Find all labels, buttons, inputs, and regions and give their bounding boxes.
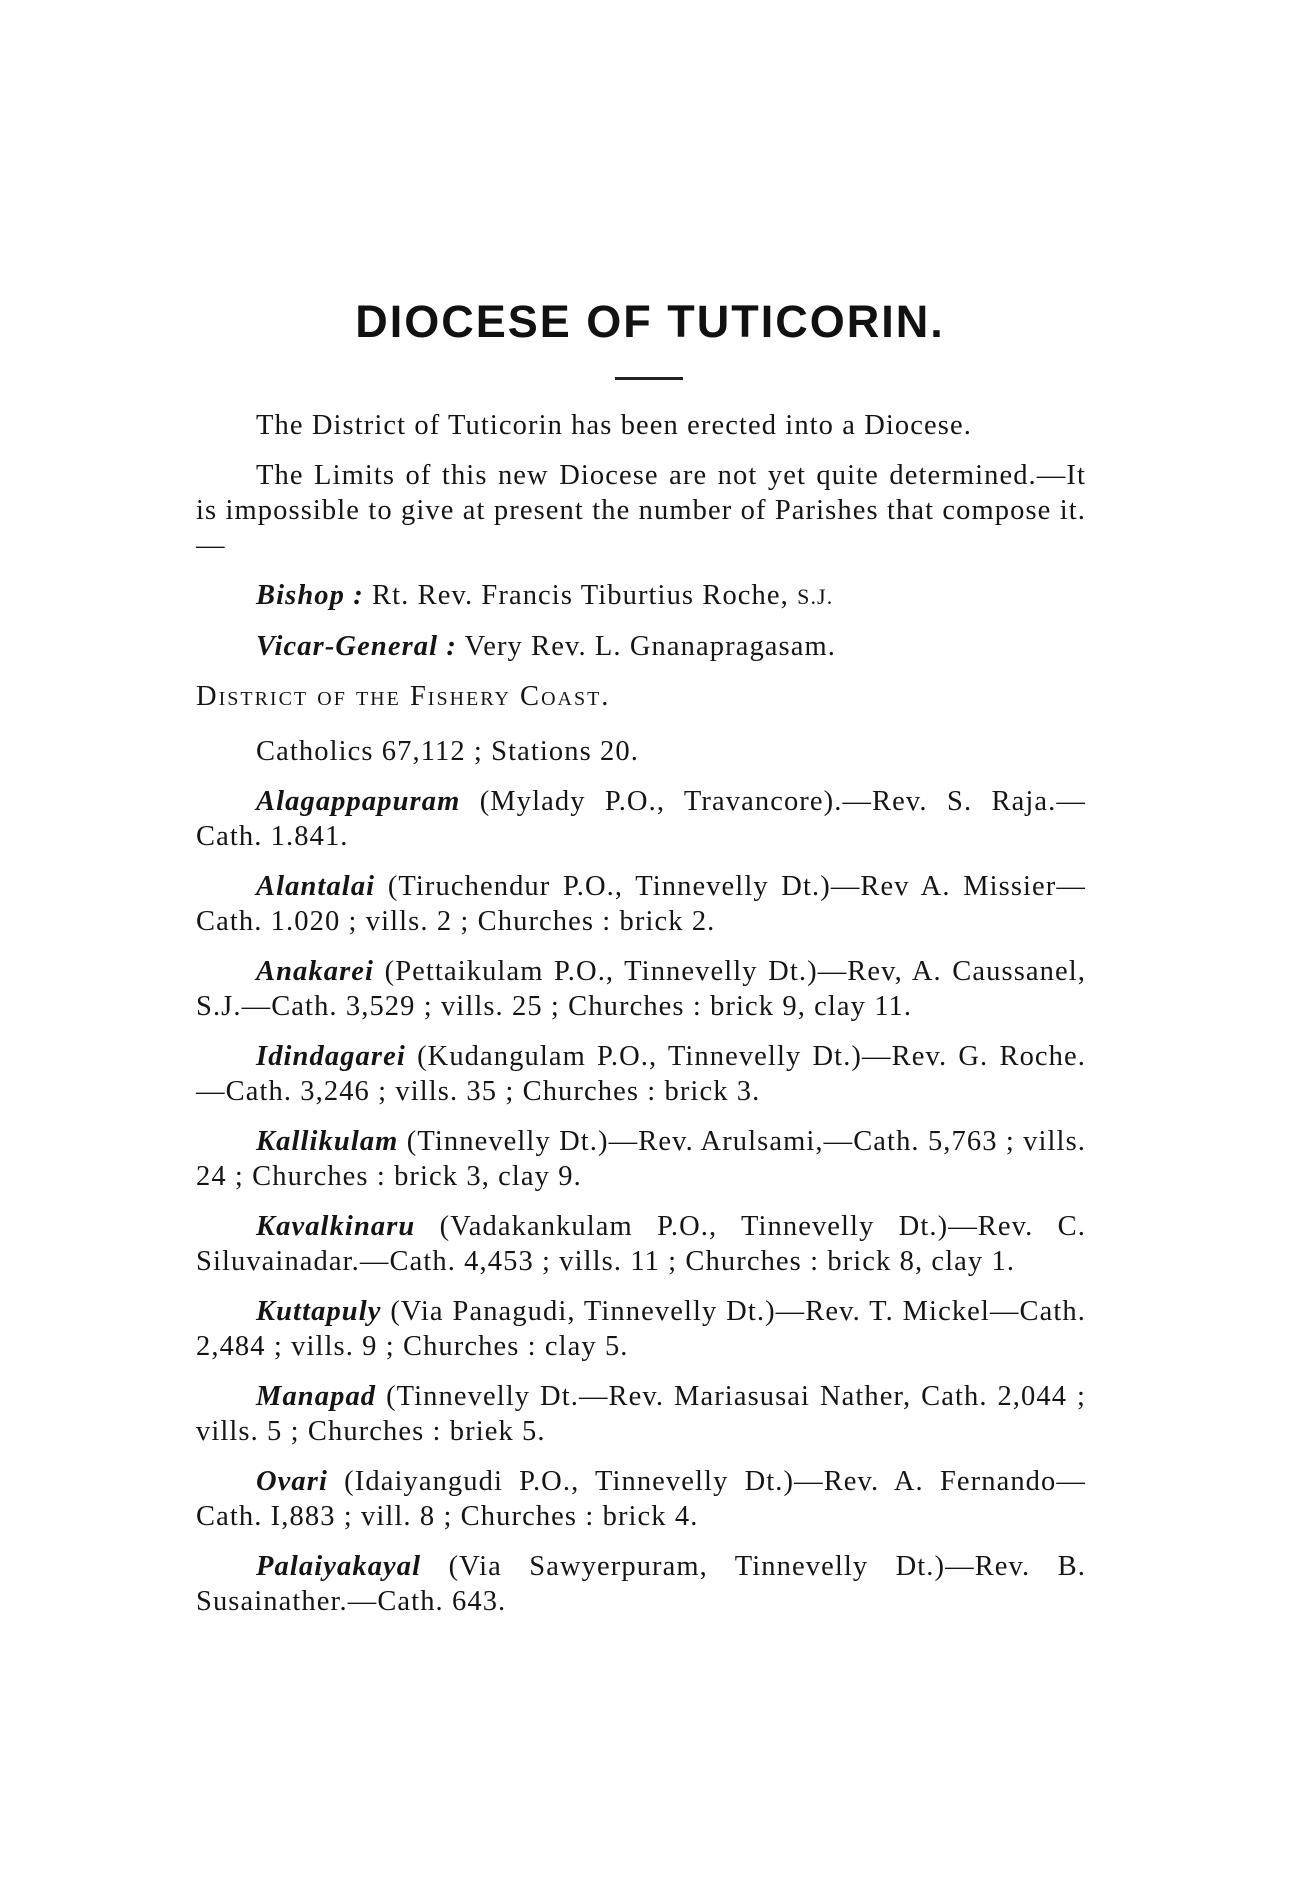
parish-entry: [196, 1379, 1086, 1449]
parish-name: Palaiyakayal: [256, 1551, 422, 1582]
parish-details: (Pettaikulam P.O., Tinnevelly Dt.)—Rev, A. Caussanel, S.J.—Cath. 3,529 ; vills. 25 ; Churches : brick 9, clay 11.: [196, 956, 1086, 1022]
parish-name: Manapad: [256, 1381, 377, 1412]
bishop-line: [196, 578, 1086, 614]
parish-details: (Idaiyangudi P.O., Tinnevelly Dt.)—Rev. A. Fernando—Cath. I,883 ; vill. 8 ; Churches : brick 4.: [196, 1466, 1086, 1532]
parish-details: (Kudangulam P.O., Tinnevelly Dt.)—Rev. G. Roche.—Cath. 3,246 ; vills. 35 ; Churches : brick 3.: [196, 1041, 1086, 1107]
parish-details: (Mylady P.O., Travancore).—Rev. S. Raja.—Cath. 1.841.: [196, 786, 1086, 852]
page-body: [196, 408, 1086, 1634]
parish-name: Kavalkinaru: [256, 1211, 416, 1242]
parish-entry: [196, 784, 1086, 854]
parish-entry: [196, 1464, 1086, 1534]
parish-name: Kuttapuly: [256, 1296, 382, 1327]
page-title: DIOCESE OF TUTICORIN.: [355, 296, 945, 347]
parish-name: Idindagarei: [256, 1041, 406, 1072]
parish-entry: [196, 1294, 1086, 1364]
bishop-name: Rt. Rev. Francis Tiburtius Roche,: [372, 580, 789, 611]
parish-name: Kallikulam: [256, 1126, 399, 1157]
parish-details: (Tinnevelly Dt.—Rev. Mariasusai Nather, Cath. 2,044 ; vills. 5 ; Churches : briek 5.: [196, 1381, 1086, 1447]
intro-paragraph-1: The District of Tuticorin has been erected into a Diocese.: [256, 410, 972, 441]
parish-entry: [196, 1039, 1086, 1109]
parish-details: (Via Panagudi, Tinnevelly Dt.)—Rev. T. Mickel—Cath. 2,484 ; vills. 9 ; Churches : clay 5.: [196, 1296, 1086, 1362]
vicar-general-name: Very Rev. L. Gnanapragasam.: [464, 631, 836, 662]
parish-entry: [196, 1549, 1086, 1619]
parish-entry: [196, 954, 1086, 1024]
parish-name: Anakarei: [256, 956, 375, 987]
vicar-general-role: Vicar-General :: [256, 631, 457, 662]
parish-name: Alagappapuram: [256, 786, 461, 817]
district-summary: Catholics 67,112 ; Stations 20.: [256, 736, 639, 767]
parish-name: Ovari: [256, 1466, 328, 1497]
parish-entry: [196, 1209, 1086, 1279]
parish-entry: [196, 869, 1086, 939]
parish-entry: [196, 1124, 1086, 1194]
parish-details: (Tinnevelly Dt.)—Rev. Arulsami,—Cath. 5,763 ; vills. 24 ; Churches : brick 3, clay 9.: [196, 1126, 1086, 1192]
vicar-general-line: [196, 629, 1086, 664]
parish-details: (Vadakankulam P.O., Tinnevelly Dt.)—Rev. C. Siluvainadar.—Cath. 4,453 ; vills. 11 ; Churches : brick 8, clay 1.: [196, 1211, 1086, 1277]
parish-details: (Tiruchendur P.O., Tinnevelly Dt.)—Rev A. Missier—Cath. 1.020 ; vills. 2 ; Churches : brick 2.: [196, 871, 1086, 937]
parish-details: (Via Sawyerpuram, Tinnevelly Dt.)—Rev. B. Susainather.—Cath. 643.: [196, 1551, 1086, 1617]
intro-paragraph-2: The Limits of this new Diocese are not yet quite determined.—It is impossible to give at present the number of Parishes that compose it.—: [196, 460, 1086, 561]
parish-name: Alantalai: [256, 871, 376, 902]
district-heading: District of the Fishery Coast.: [196, 681, 611, 712]
bishop-role: Bishop :: [256, 580, 364, 611]
title-rule: [615, 377, 683, 380]
bishop-suffix: S.J.: [797, 584, 834, 609]
